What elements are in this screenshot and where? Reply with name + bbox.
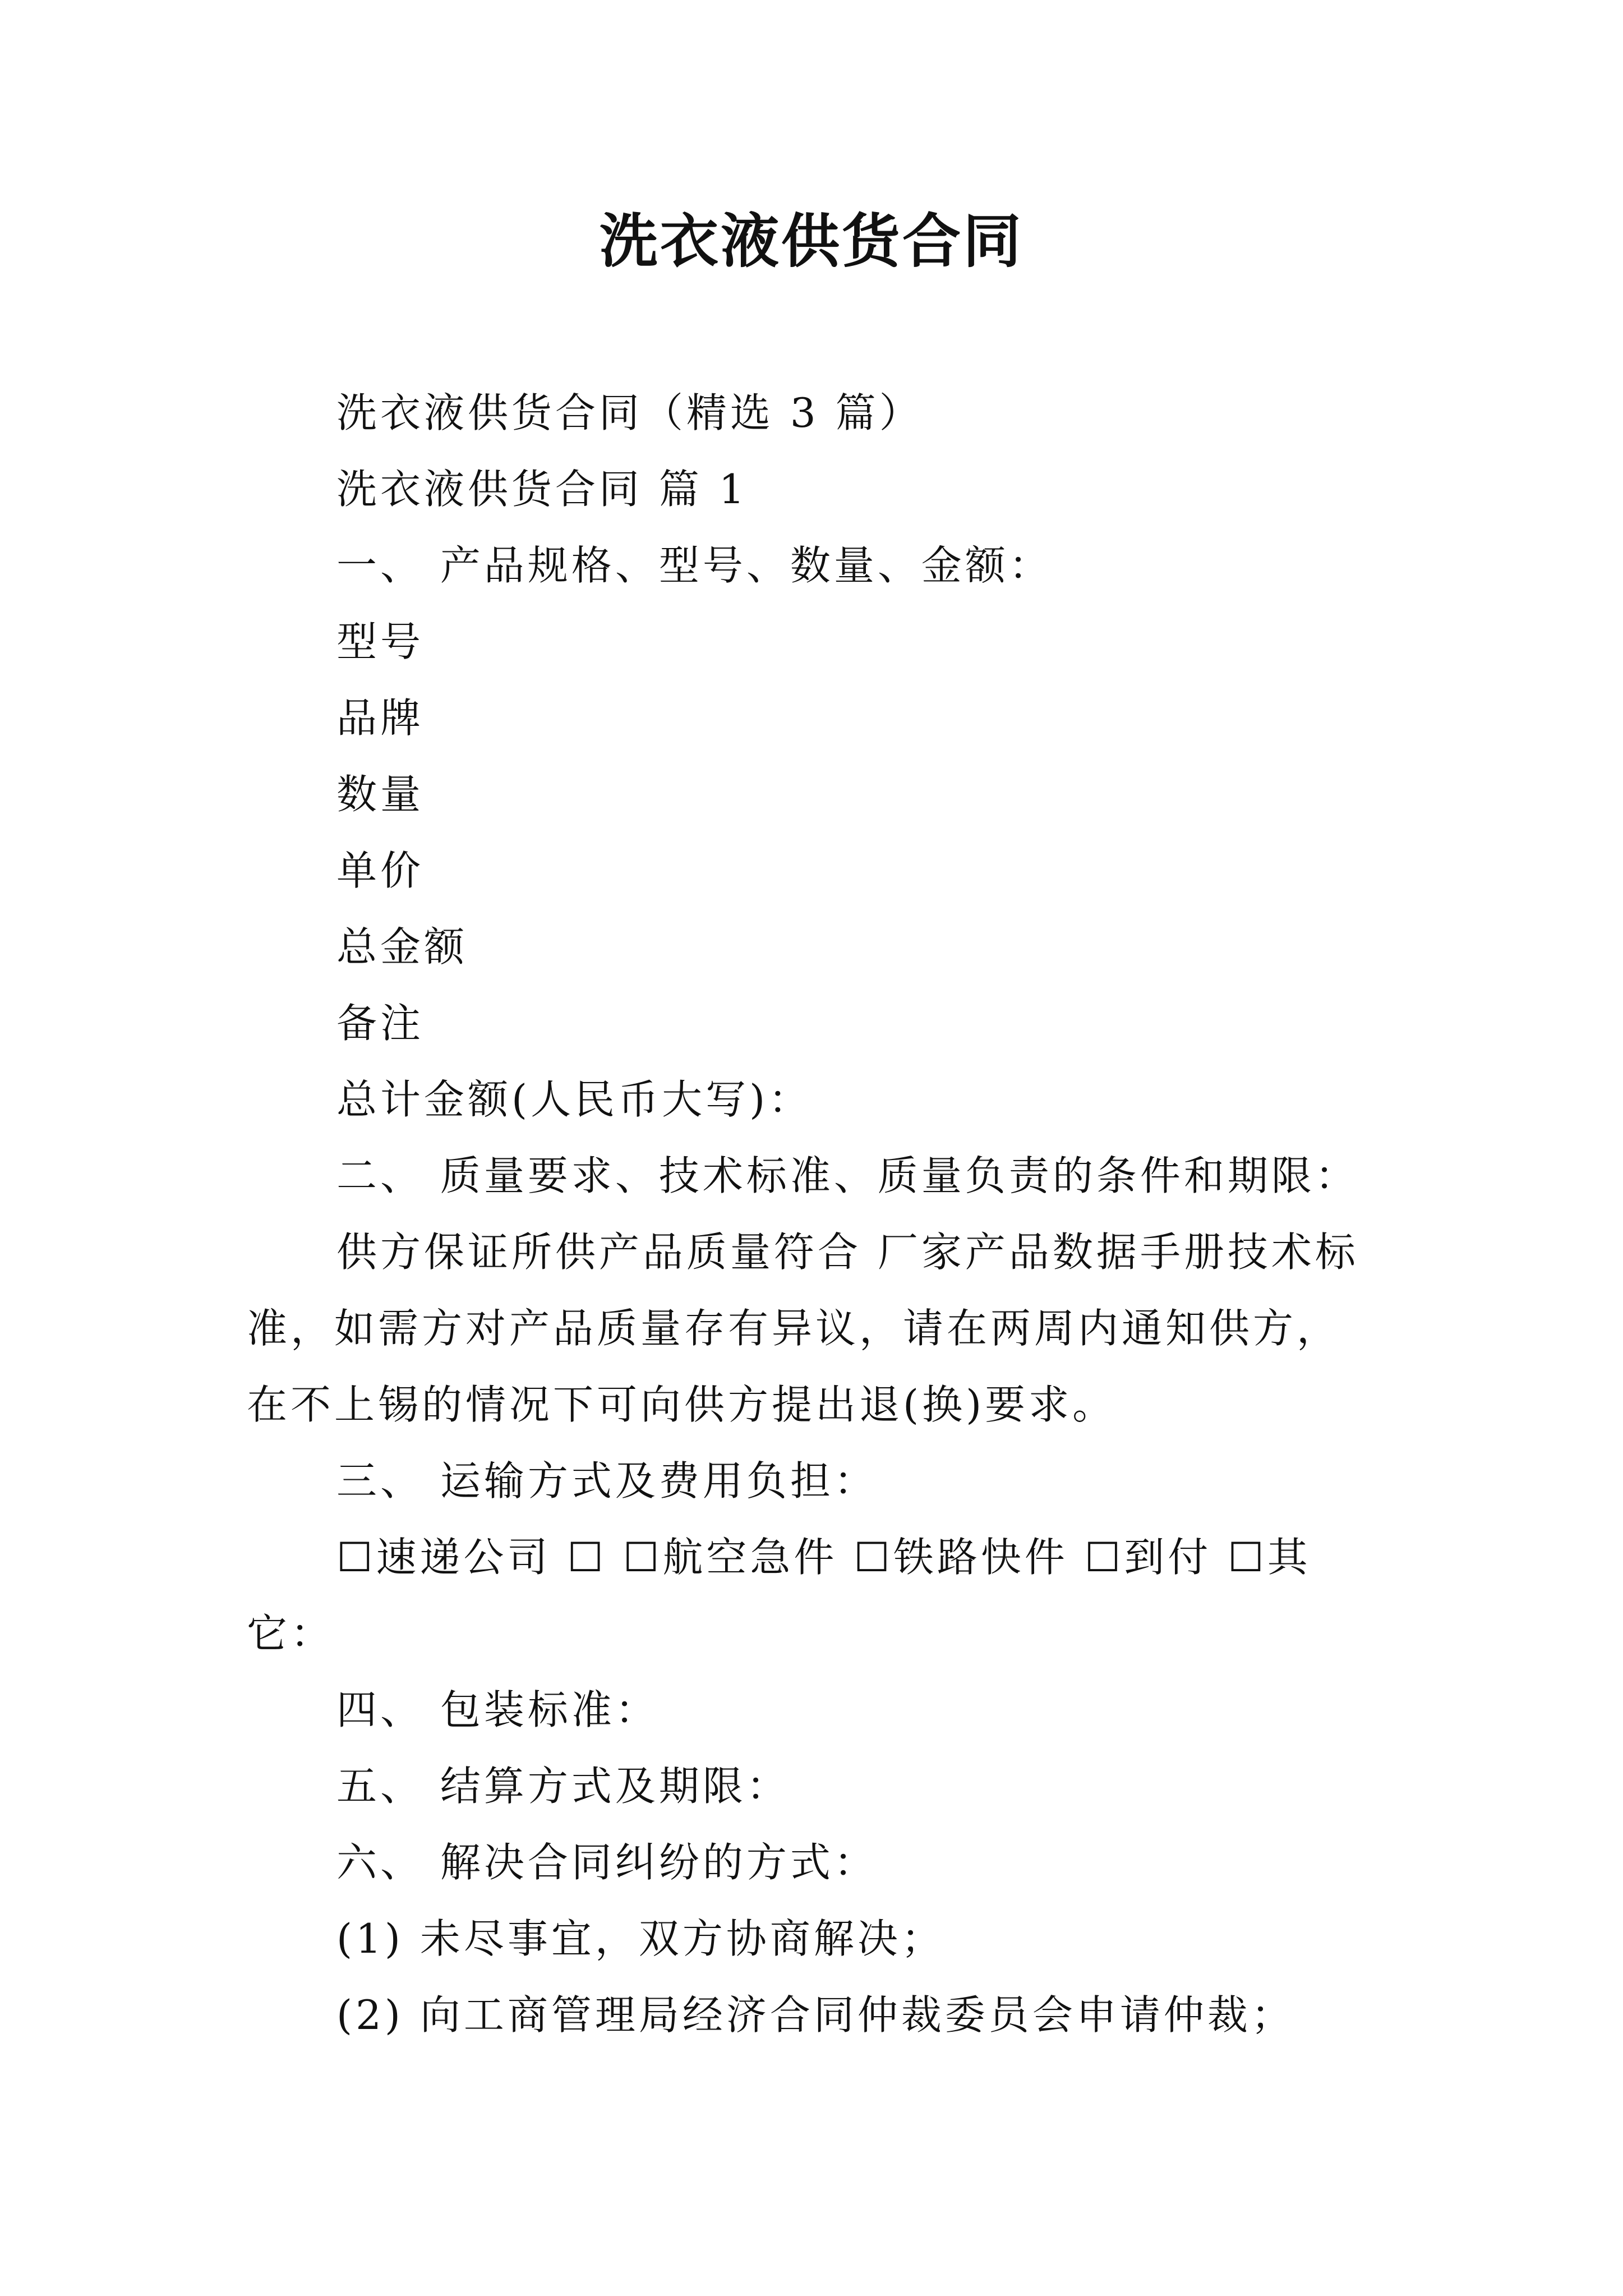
paragraph-dispute-option-1: (1) 未尽事宜，双方协商解决；	[336, 1915, 945, 1962]
paragraph-clause-4: 四、 包装标准：	[336, 1686, 659, 1733]
paragraph-clause-1: 一、 产品规格、型号、数量、金额：	[336, 542, 1053, 589]
paragraph-field-grand-total: 总计金额(人民币大写)：	[336, 1076, 813, 1123]
document-body	[247, 375, 1380, 2053]
paragraph-subtitle: 洗衣液供货合同（精选 3 篇）	[336, 389, 923, 436]
paragraph-clause-3: 三、 运输方式及费用负担：	[336, 1457, 878, 1504]
paragraph-shipping-options: ☐速递公司 ☐ ☐航空急件 ☐铁路快件 ☐到付 ☐其它：	[247, 1534, 1311, 1657]
paragraph-field-remarks: 备注	[336, 1000, 425, 1047]
paragraph-field-quantity: 数量	[336, 771, 425, 818]
paragraph-field-total-amount: 总金额	[336, 923, 468, 970]
document-title: 洗衣液供货合同	[599, 206, 1023, 275]
paragraph-field-model: 型号	[336, 618, 425, 665]
paragraph-field-unit-price: 单价	[336, 847, 425, 894]
paragraph-section-heading: 洗衣液供货合同 篇 1	[336, 466, 748, 513]
paragraph-clause-2: 二、 质量要求、技术标准、质量负责的条件和期限：	[336, 1152, 1359, 1199]
paragraph-dispute-option-2: (2) 向工商管理局经济合同仲裁委员会申请仲裁；	[336, 1991, 1295, 2039]
paragraph-field-brand: 品牌	[336, 694, 425, 742]
paragraph-clause-6: 六、 解决合同纠纷的方式：	[336, 1839, 878, 1886]
paragraph-quality-guarantee: 供方保证所供产品质量符合 厂家产品数据手册技术标准，如需方对产品质量存有异议，请在两周内通知供方，在不上锡的情况下可向供方提出退(换)要求。	[247, 1228, 1359, 1428]
paragraph-clause-5: 五、 结算方式及期限：	[336, 1763, 790, 1810]
